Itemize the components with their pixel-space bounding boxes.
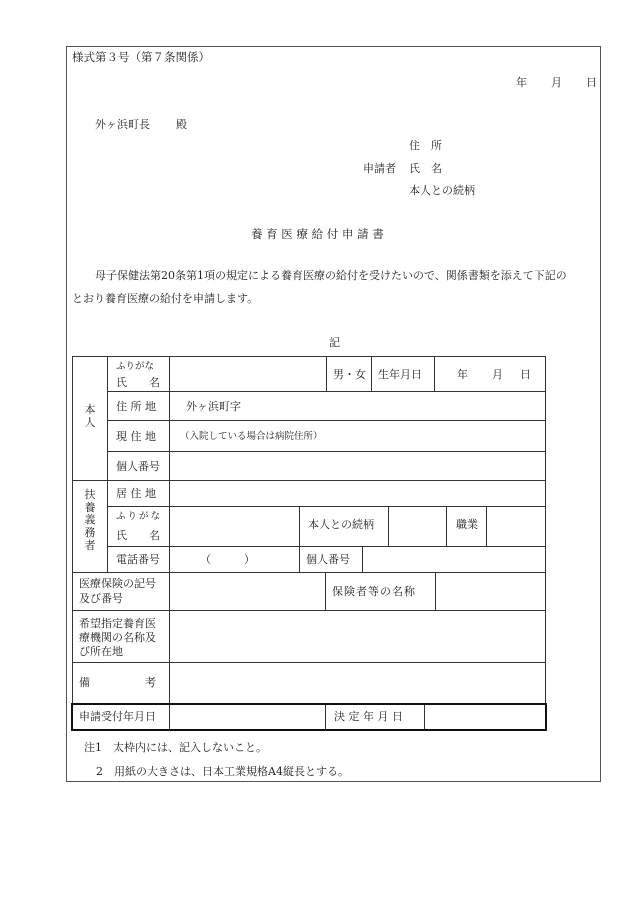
phone-parens: （ ）	[200, 553, 255, 566]
supporter-furigana-label: ふりがな	[116, 511, 163, 522]
remarks-label: 備 考	[79, 676, 156, 689]
applicant-label: 申請者	[363, 162, 396, 175]
personal-number-label: 個人番号	[116, 460, 160, 473]
address-label: 住 所 地	[116, 400, 156, 413]
residence-label: 居 住 地	[116, 487, 156, 500]
note-2: 2 用紙の大きさは、日本工業規格A4縦長とする。	[96, 765, 349, 778]
form-number: 様式第３号（第７条関係）	[72, 50, 210, 64]
supporter-relation-label: 本人との続柄	[308, 518, 374, 531]
body-line-1: 母子保健法第20条第1項の規定による養育医療の給付を受けたいので、関係書類を添えて下記の	[95, 269, 567, 282]
insurance-label-2: 及び番号	[79, 592, 123, 605]
supporter-section-label: 扶 養 義 務 者	[84, 488, 96, 552]
birth-year: 年	[457, 368, 468, 381]
supporter-personal-number-label: 個人番号	[306, 553, 350, 566]
name-label: 氏 名	[116, 376, 160, 389]
applicant-relation-label: 本人との続柄	[409, 184, 475, 197]
birth-day: 日	[520, 368, 531, 381]
honorific: 殿	[176, 118, 187, 131]
date-month: 月	[551, 76, 562, 89]
application-table	[72, 356, 546, 731]
applicant-address-label: 住 所	[409, 139, 442, 152]
hospital-label-2: 療機関の名称及	[79, 631, 156, 644]
insurance-label-1: 医療保険の記号	[79, 577, 156, 590]
body-line-2: とおり養育医療の給付を申請します。	[72, 292, 259, 305]
person-section-label: 本 人	[84, 403, 96, 429]
applicant-name-label: 氏 名	[409, 162, 442, 175]
birth-month: 月	[492, 368, 503, 381]
current-address-label: 現 住 地	[116, 430, 156, 443]
decision-date-label: 決 定 年 月 日	[334, 710, 403, 723]
date-year: 年	[516, 76, 527, 89]
addressee: 外ヶ浜町長	[95, 118, 150, 131]
occupation-label: 職業	[456, 518, 478, 531]
birth-date-label: 生年月日	[378, 368, 422, 381]
received-date-label: 申請受付年月日	[79, 710, 156, 723]
insurer-name-label: 保険者等の名称	[332, 585, 416, 598]
hospital-label-1: 希望指定養育医	[79, 617, 156, 630]
gender-selector[interactable]: 男・女	[333, 368, 366, 381]
hospital-label-3: び所在地	[79, 645, 123, 658]
phone-label: 電話番号	[116, 553, 160, 566]
thick-border-box	[71, 703, 547, 731]
note-1: 注1 太枠内には、記入しないこと。	[84, 741, 267, 754]
supporter-name-label: 氏 名	[116, 529, 160, 542]
ki-marker: 記	[329, 336, 340, 349]
document-title: 養 育 医 療 給 付 申 請 書	[251, 227, 384, 241]
date-day: 日	[586, 76, 597, 89]
furigana-label: ふりがな	[116, 361, 155, 372]
current-address-note: （入院している場合は病院住所）	[180, 431, 323, 442]
address-value: 外ヶ浜町字	[186, 400, 241, 413]
